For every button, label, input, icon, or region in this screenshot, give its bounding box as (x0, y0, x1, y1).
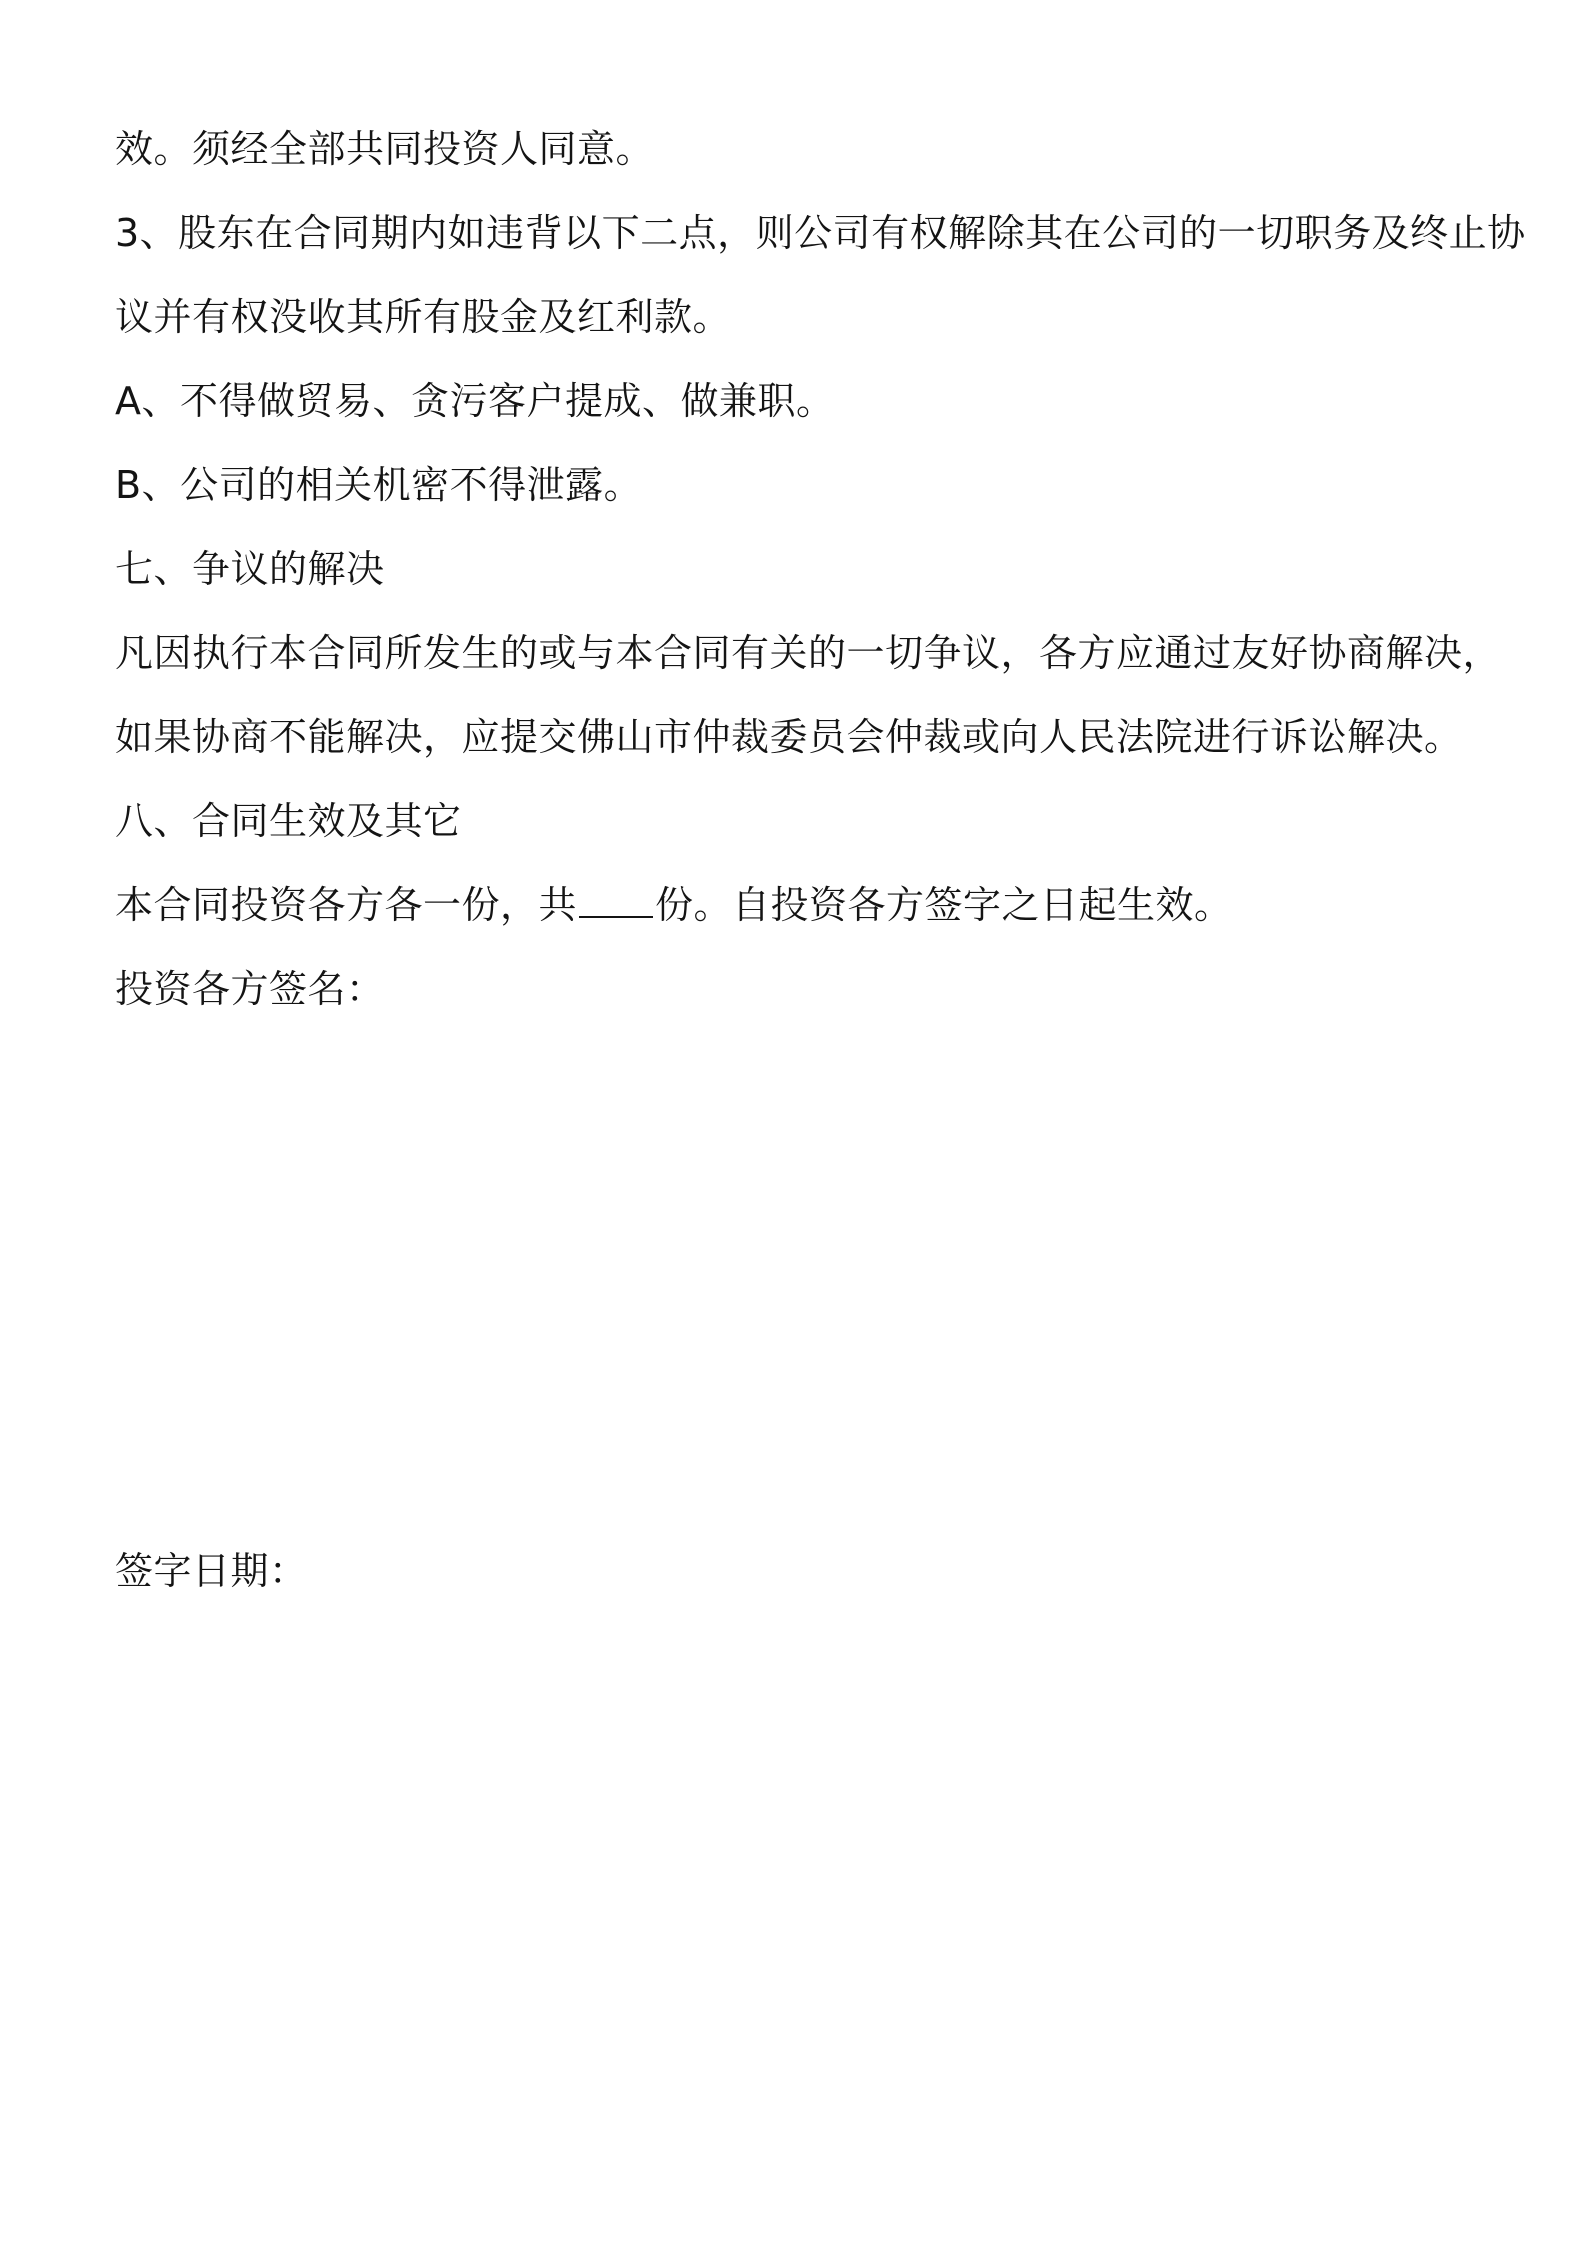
signature-date-label: 签字日期： (115, 1549, 308, 1593)
section-7-paragraph-line-2: 如果协商不能解决，应提交佛山市仲裁委员会仲裁或向人民法院进行诉讼解决。 (115, 715, 1463, 759)
clause-3a-text: A、不得做贸易、贪污客户提成、做兼职。 (115, 379, 835, 423)
copies-text-before: 本合同投资各方各一份，共 (115, 883, 578, 927)
section-7-paragraph-line-1: 凡因执行本合同所发生的或与本合同有关的一切争议，各方应通过友好协商解决， (115, 631, 1502, 675)
section-8-heading: 八、合同生效及其它 (115, 799, 462, 843)
clause-3-text-continued: 议并有权没收其所有股金及红利款。 (115, 295, 732, 339)
clause-continuation-text: 效。须经全部共同投资人同意。 (115, 127, 655, 171)
copies-count-blank (579, 880, 653, 918)
clause-3b-text: B、公司的相关机密不得泄露。 (115, 463, 643, 507)
signature-label: 投资各方签名： (115, 967, 385, 1011)
section-8-paragraph (115, 880, 1495, 930)
section-7-heading: 七、争议的解决 (115, 547, 385, 591)
copies-text-after: 份。自投资各方签字之日起生效。 (655, 883, 1233, 927)
clause-3-text: 3、股东在合同期内如违背以下二点，则公司有权解除其在公司的一切职务及终止协 (115, 211, 1526, 255)
